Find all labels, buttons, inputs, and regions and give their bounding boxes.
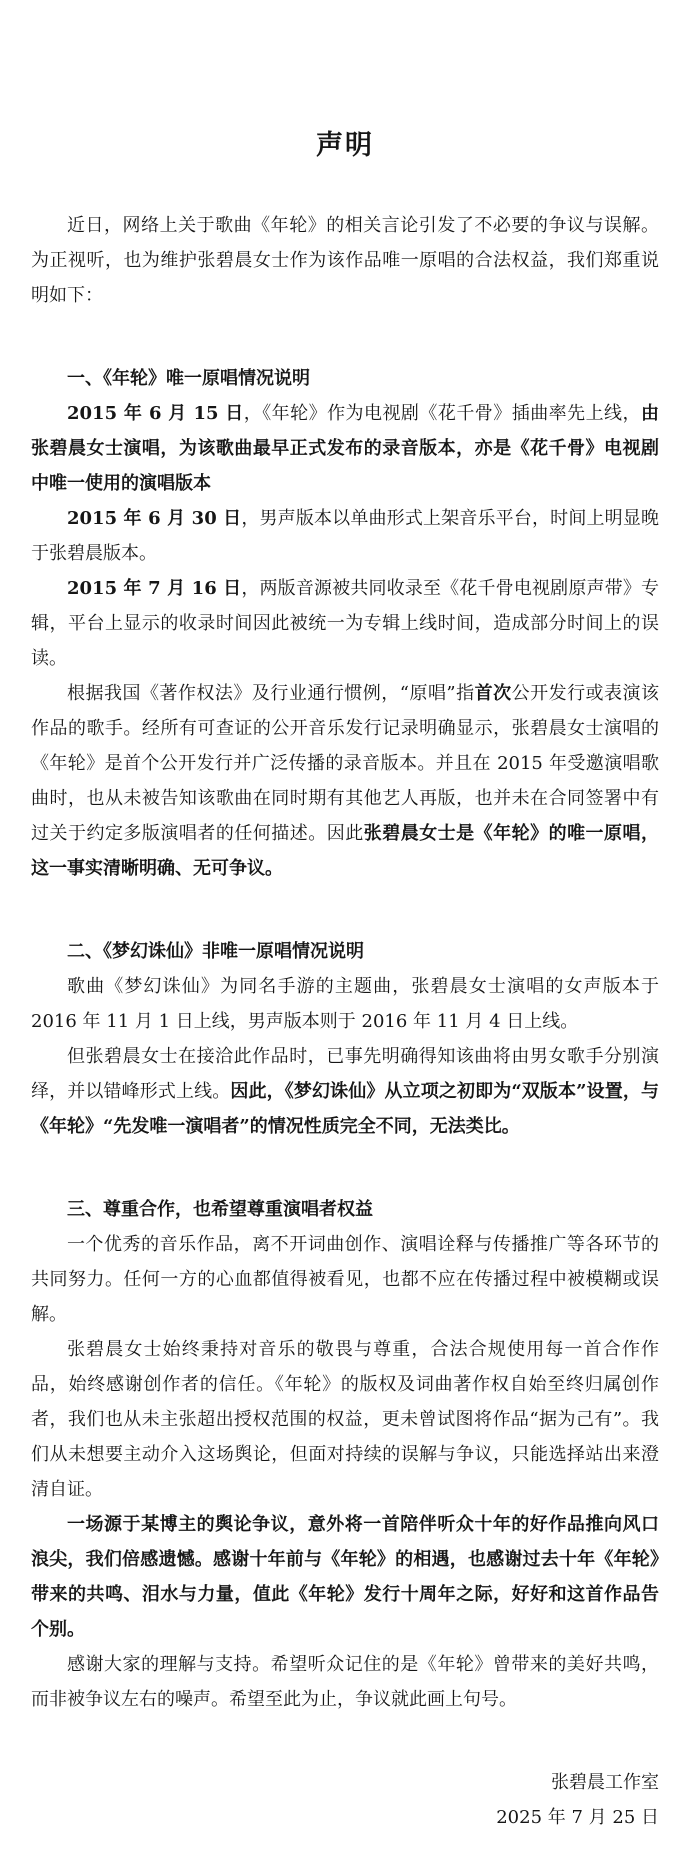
section2-paragraph-2 <box>31 1039 659 1144</box>
section2-heading: 二、《梦幻诛仙》非唯一原唱情况说明 <box>67 941 364 962</box>
intro-paragraph: 近日，网络上关于歌曲《年轮》的相关言论引发了不必要的争议与误解。为正视听，也为维护张碧晨女士作为该作品唯一原唱的合法权益，我们郑重说明如下： <box>31 215 659 306</box>
section1-p4-text-1: 根据我国《著作权法》及行业通行惯例，“原唱”指 <box>67 683 475 704</box>
section1-p2-text: ，男声版本以单曲形式上架音乐平台，时间上明显晚于张碧晨版本。 <box>31 508 659 564</box>
section3-paragraph-2: 张碧晨女士始终秉持对音乐的敬畏与尊重，合法合规使用每一首合作作品，始终感谢创作者的信任。《年轮》的版权及词曲著作权自始至终归属创作者，我们也从未主张超出授权范围的权益，更未曾试图将作品“据为己有”。我们从未想要主动介入这场舆论，但面对持续的误解与争议，只能选择站出来澄清自证。 <box>31 1339 659 1500</box>
section1-paragraph-2 <box>31 501 659 571</box>
section2-paragraph-1: 歌曲《梦幻诛仙》为同名手游的主题曲，张碧晨女士演唱的女声版本于 2016 年 11 月 1 日上线，男声版本则于 2016 年 11 月 4 日上线。 <box>31 976 659 1032</box>
section1-p3-text: ，两版音源被共同收录至《花千骨电视剧原声带》专辑，平台上显示的收录时间因此被统一为专辑上线时间，造成部分时间上的误读。 <box>31 578 659 669</box>
section1-paragraph-3 <box>31 571 659 676</box>
section1-p3-date-bold: 2015 年 7 月 16 日 <box>67 578 242 599</box>
section3-paragraph-1: 一个优秀的音乐作品，离不开词曲创作、演唱诠释与传播推广等各环节的共同努力。任何一方的心血都值得被看见，也都不应在传播过程中被模糊或误解。 <box>31 1234 659 1325</box>
section1-p1-date-bold: 2015 年 6 月 15 日 <box>67 403 244 424</box>
section1-p4-bold-2: 张碧晨女士是《年轮》的唯一原唱，这一事实清晰明确、无可争议。 <box>31 823 660 879</box>
section1-paragraph-1 <box>31 396 659 501</box>
section3-heading: 三、尊重合作，也希望尊重演唱者权益 <box>67 1199 373 1220</box>
section1-paragraph-4 <box>31 676 659 886</box>
section3-paragraph-3 <box>31 1507 659 1647</box>
section2-p2-text: 但张碧晨女士在接洽此作品时，已事先明确得知该曲将由男女歌手分别演绎，并以错峰形式上线。 <box>31 1046 659 1102</box>
section1-heading: 一、《年轮》唯一原唱情况说明 <box>67 368 310 389</box>
section1-p1-text: ，《年轮》作为电视剧《花千骨》插曲率先上线， <box>243 403 641 424</box>
section1-p2-date-bold: 2015 年 6 月 30 日 <box>67 508 242 529</box>
section3-paragraph-4: 感谢大家的理解与支持。希望听众记住的是《年轮》曾带来的美好共鸣，而非被争议左右的噪声。希望至此为止，争议就此画上句号。 <box>31 1654 659 1710</box>
section1-p4-bold-1: 首次 <box>474 683 512 704</box>
section1-p4-text-2: 公开发行或表演该作品的歌手。经所有可查证的公开音乐发行记录明确显示，张碧晨女士演唱的《年轮》是首个公开发行并广泛传播的录音版本。并且在 2015 年受邀演唱歌曲时，也从未被告知该歌曲在同时期有其他艺人再版，也并未在合同签署中有过关于约定多版演唱者的任何描述。因此 <box>31 683 660 844</box>
section2-p2-emphasis-bold: 因此，《梦幻诛仙》从立项之初即为“双版本”设置，与《年轮》“先发唯一演唱者”的情况性质完全不同，无法类比。 <box>31 1081 659 1137</box>
page-title: 声明 <box>316 130 374 161</box>
document-footer <box>31 1765 659 1835</box>
section1-p1-emphasis-bold: 由张碧晨女士演唱，为该歌曲最早正式发布的录音版本，亦是《花千骨》电视剧中唯一使用的演唱版本 <box>31 403 659 494</box>
date: 2025 年 7 月 25 日 <box>496 1807 659 1828</box>
signature: 张碧晨工作室 <box>551 1772 659 1793</box>
section3-p3-emphasis-bold: 一场源于某博主的舆论争议，意外将一首陪伴听众十年的好作品推向风口浪尖，我们倍感遗憾。感谢十年前与《年轮》的相遇，也感谢过去十年《年轮》带来的共鸣、泪水与力量，值此《年轮》发行十周年之际，好好和这首作品告个别。 <box>31 1514 659 1640</box>
